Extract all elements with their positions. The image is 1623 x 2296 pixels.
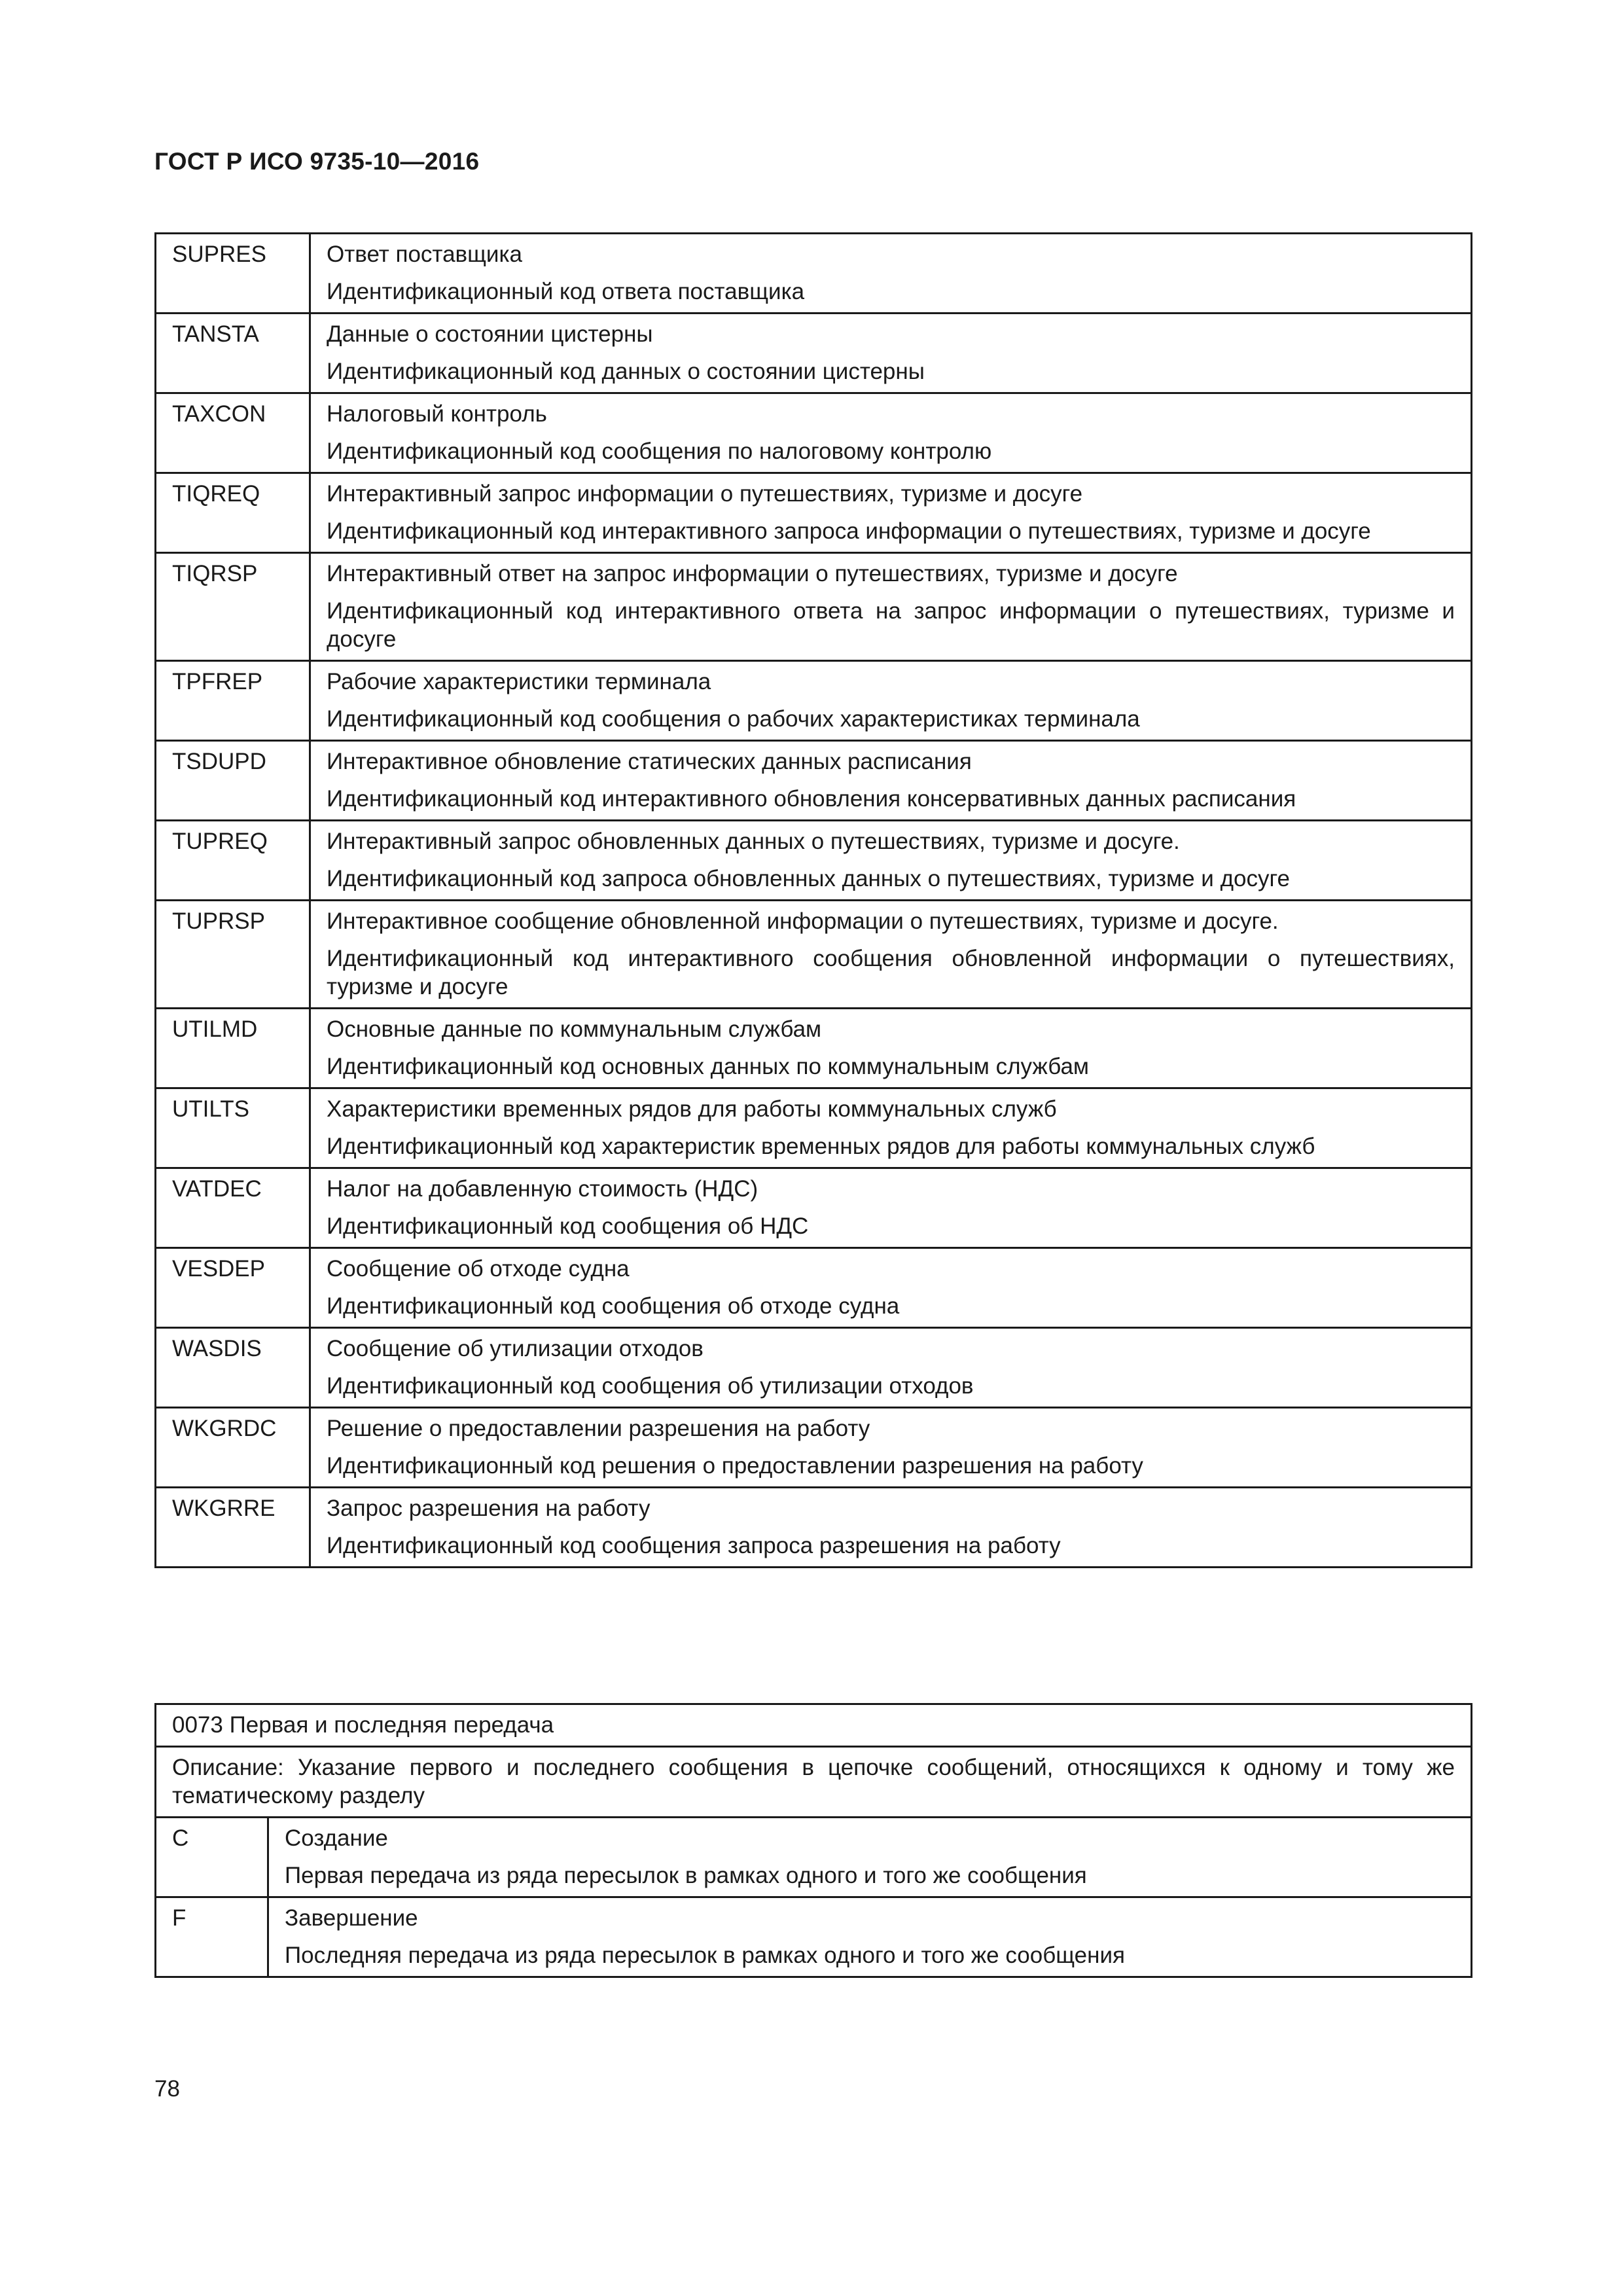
message-description: Идентификационный код сообщения об утилизации отходов: [327, 1373, 974, 1399]
table-row: [156, 901, 1472, 1009]
code-cell: TUPREQ: [156, 821, 310, 901]
description-cell: [310, 1328, 1472, 1408]
description-cell: [310, 1009, 1472, 1088]
description-cell: [310, 661, 1472, 741]
message-description: Идентификационный код основных данных по коммунальным службам: [327, 1054, 1089, 1079]
table-row: [156, 741, 1472, 821]
table-row: [156, 234, 1472, 314]
document-header: ГОСТ Р ИСО 9735-10—2016: [154, 148, 480, 175]
message-name: Интерактивный ответ на запрос информации о путешествиях, туризме и досуге: [327, 561, 1178, 586]
description-cell: [310, 821, 1472, 901]
code-cell: UTILTS: [156, 1088, 310, 1168]
value-description-cell: [268, 1897, 1472, 1977]
code-cell: TANSTA: [156, 314, 310, 393]
description-cell: [310, 1248, 1472, 1328]
message-name: Интерактивное сообщение обновленной информации о путешествиях, туризме и досуге.: [327, 908, 1279, 934]
table-row: [156, 1088, 1472, 1168]
message-name: Данные о состоянии цистерны: [327, 321, 653, 347]
code-cell: VESDEP: [156, 1248, 310, 1328]
value-code-cell: C: [156, 1818, 268, 1897]
message-description: Идентификационный код интерактивного сообщения обновленной информации о путешествиях, туризме и досуге: [327, 946, 1455, 999]
message-description: Идентификационный код запроса обновленных данных о путешествиях, туризме и досуге: [327, 866, 1290, 891]
description-cell: [310, 393, 1472, 473]
description-cell: [310, 1408, 1472, 1488]
code-cell: TPFREP: [156, 661, 310, 741]
value-name: Завершение: [285, 1905, 418, 1931]
message-description: Идентификационный код сообщения запроса разрешения на работу: [327, 1533, 1061, 1558]
message-description: Идентификационный код сообщения об НДС: [327, 1213, 809, 1239]
page-number: 78: [154, 2076, 180, 2102]
table-row: [156, 1168, 1472, 1248]
message-name: Интерактивное обновление статических данных расписания: [327, 749, 972, 774]
code-cell: TSDUPD: [156, 741, 310, 821]
message-name: Интерактивный запрос обновленных данных о путешествиях, туризме и досуге.: [327, 829, 1180, 854]
message-description: Идентификационный код ответа поставщика: [327, 279, 805, 304]
message-name: Налоговый контроль: [327, 401, 547, 427]
table-row: [156, 821, 1472, 901]
code-cell: WKGRDC: [156, 1408, 310, 1488]
table-row: [156, 1704, 1472, 1747]
table-row: [156, 1818, 1472, 1897]
code-cell: WASDIS: [156, 1328, 310, 1408]
message-description: Идентификационный код интерактивного ответа на запрос информации о путешествиях, туризме и досуге: [327, 598, 1455, 652]
message-name: Ответ поставщика: [327, 242, 523, 267]
message-name: Рабочие характеристики терминала: [327, 669, 711, 694]
table-row: [156, 1009, 1472, 1088]
element-description: Описание: Указание первого и последнего сообщения в цепочке сообщений, относящихся к одному и тому же тематическому разделу: [156, 1747, 1472, 1818]
table-row: [156, 553, 1472, 661]
message-name: Характеристики временных рядов для работы коммунальных служб: [327, 1096, 1057, 1122]
value-code-cell: F: [156, 1897, 268, 1977]
table-row: [156, 1408, 1472, 1488]
message-description: Идентификационный код характеристик временных рядов для работы коммунальных служб: [327, 1134, 1315, 1159]
description-cell: [310, 1168, 1472, 1248]
message-description: Идентификационный код сообщения по налоговому контролю: [327, 439, 992, 464]
code-cell: TIQREQ: [156, 473, 310, 553]
table-row: [156, 661, 1472, 741]
message-codes-table: [154, 232, 1472, 1568]
code-cell: VATDEC: [156, 1168, 310, 1248]
table-row: [156, 1488, 1472, 1568]
description-cell: [310, 901, 1472, 1009]
message-description: Идентификационный код сообщения об отходе судна: [327, 1293, 900, 1319]
message-name: Сообщение об отходе судна: [327, 1256, 630, 1282]
message-name: Интерактивный запрос информации о путешествиях, туризме и досуге: [327, 481, 1083, 507]
description-cell: [310, 1088, 1472, 1168]
table-row: [156, 393, 1472, 473]
description-cell: [310, 314, 1472, 393]
table-row: [156, 1897, 1472, 1977]
message-name: Сообщение об утилизации отходов: [327, 1336, 704, 1361]
value-description-cell: [268, 1818, 1472, 1897]
message-description: Идентификационный код интерактивного запроса информации о путешествиях, туризме и досуге: [327, 518, 1371, 544]
code-cell: UTILMD: [156, 1009, 310, 1088]
description-cell: [310, 1488, 1472, 1568]
description-cell: [310, 473, 1472, 553]
message-name: Основные данные по коммунальным службам: [327, 1016, 822, 1042]
message-name: Решение о предоставлении разрешения на работу: [327, 1416, 870, 1441]
value-description: Первая передача из ряда пересылок в рамках одного и того же сообщения: [285, 1863, 1087, 1888]
table-row: [156, 1328, 1472, 1408]
code-cell: TAXCON: [156, 393, 310, 473]
table-row: [156, 1248, 1472, 1328]
data-element-table: [154, 1703, 1472, 1978]
element-title: 0073 Первая и последняя передача: [156, 1704, 1472, 1747]
description-cell: [310, 741, 1472, 821]
table-row: [156, 314, 1472, 393]
message-description: Идентификационный код интерактивного обновления консервативных данных расписания: [327, 786, 1296, 812]
code-cell: SUPRES: [156, 234, 310, 314]
message-description: Идентификационный код решения о предоставлении разрешения на работу: [327, 1453, 1143, 1479]
code-cell: TUPRSP: [156, 901, 310, 1009]
message-name: Запрос разрешения на работу: [327, 1496, 651, 1521]
message-description: Идентификационный код сообщения о рабочих характеристиках терминала: [327, 706, 1140, 732]
code-cell: WKGRRE: [156, 1488, 310, 1568]
description-cell: [310, 234, 1472, 314]
table-row: [156, 473, 1472, 553]
value-name: Создание: [285, 1825, 388, 1851]
value-description: Последняя передача из ряда пересылок в рамках одного и того же сообщения: [285, 1943, 1125, 1968]
message-name: Налог на добавленную стоимость (НДС): [327, 1176, 758, 1202]
description-cell: [310, 553, 1472, 661]
code-cell: TIQRSP: [156, 553, 310, 661]
message-description: Идентификационный код данных о состоянии цистерны: [327, 359, 925, 384]
table-row: [156, 1747, 1472, 1818]
